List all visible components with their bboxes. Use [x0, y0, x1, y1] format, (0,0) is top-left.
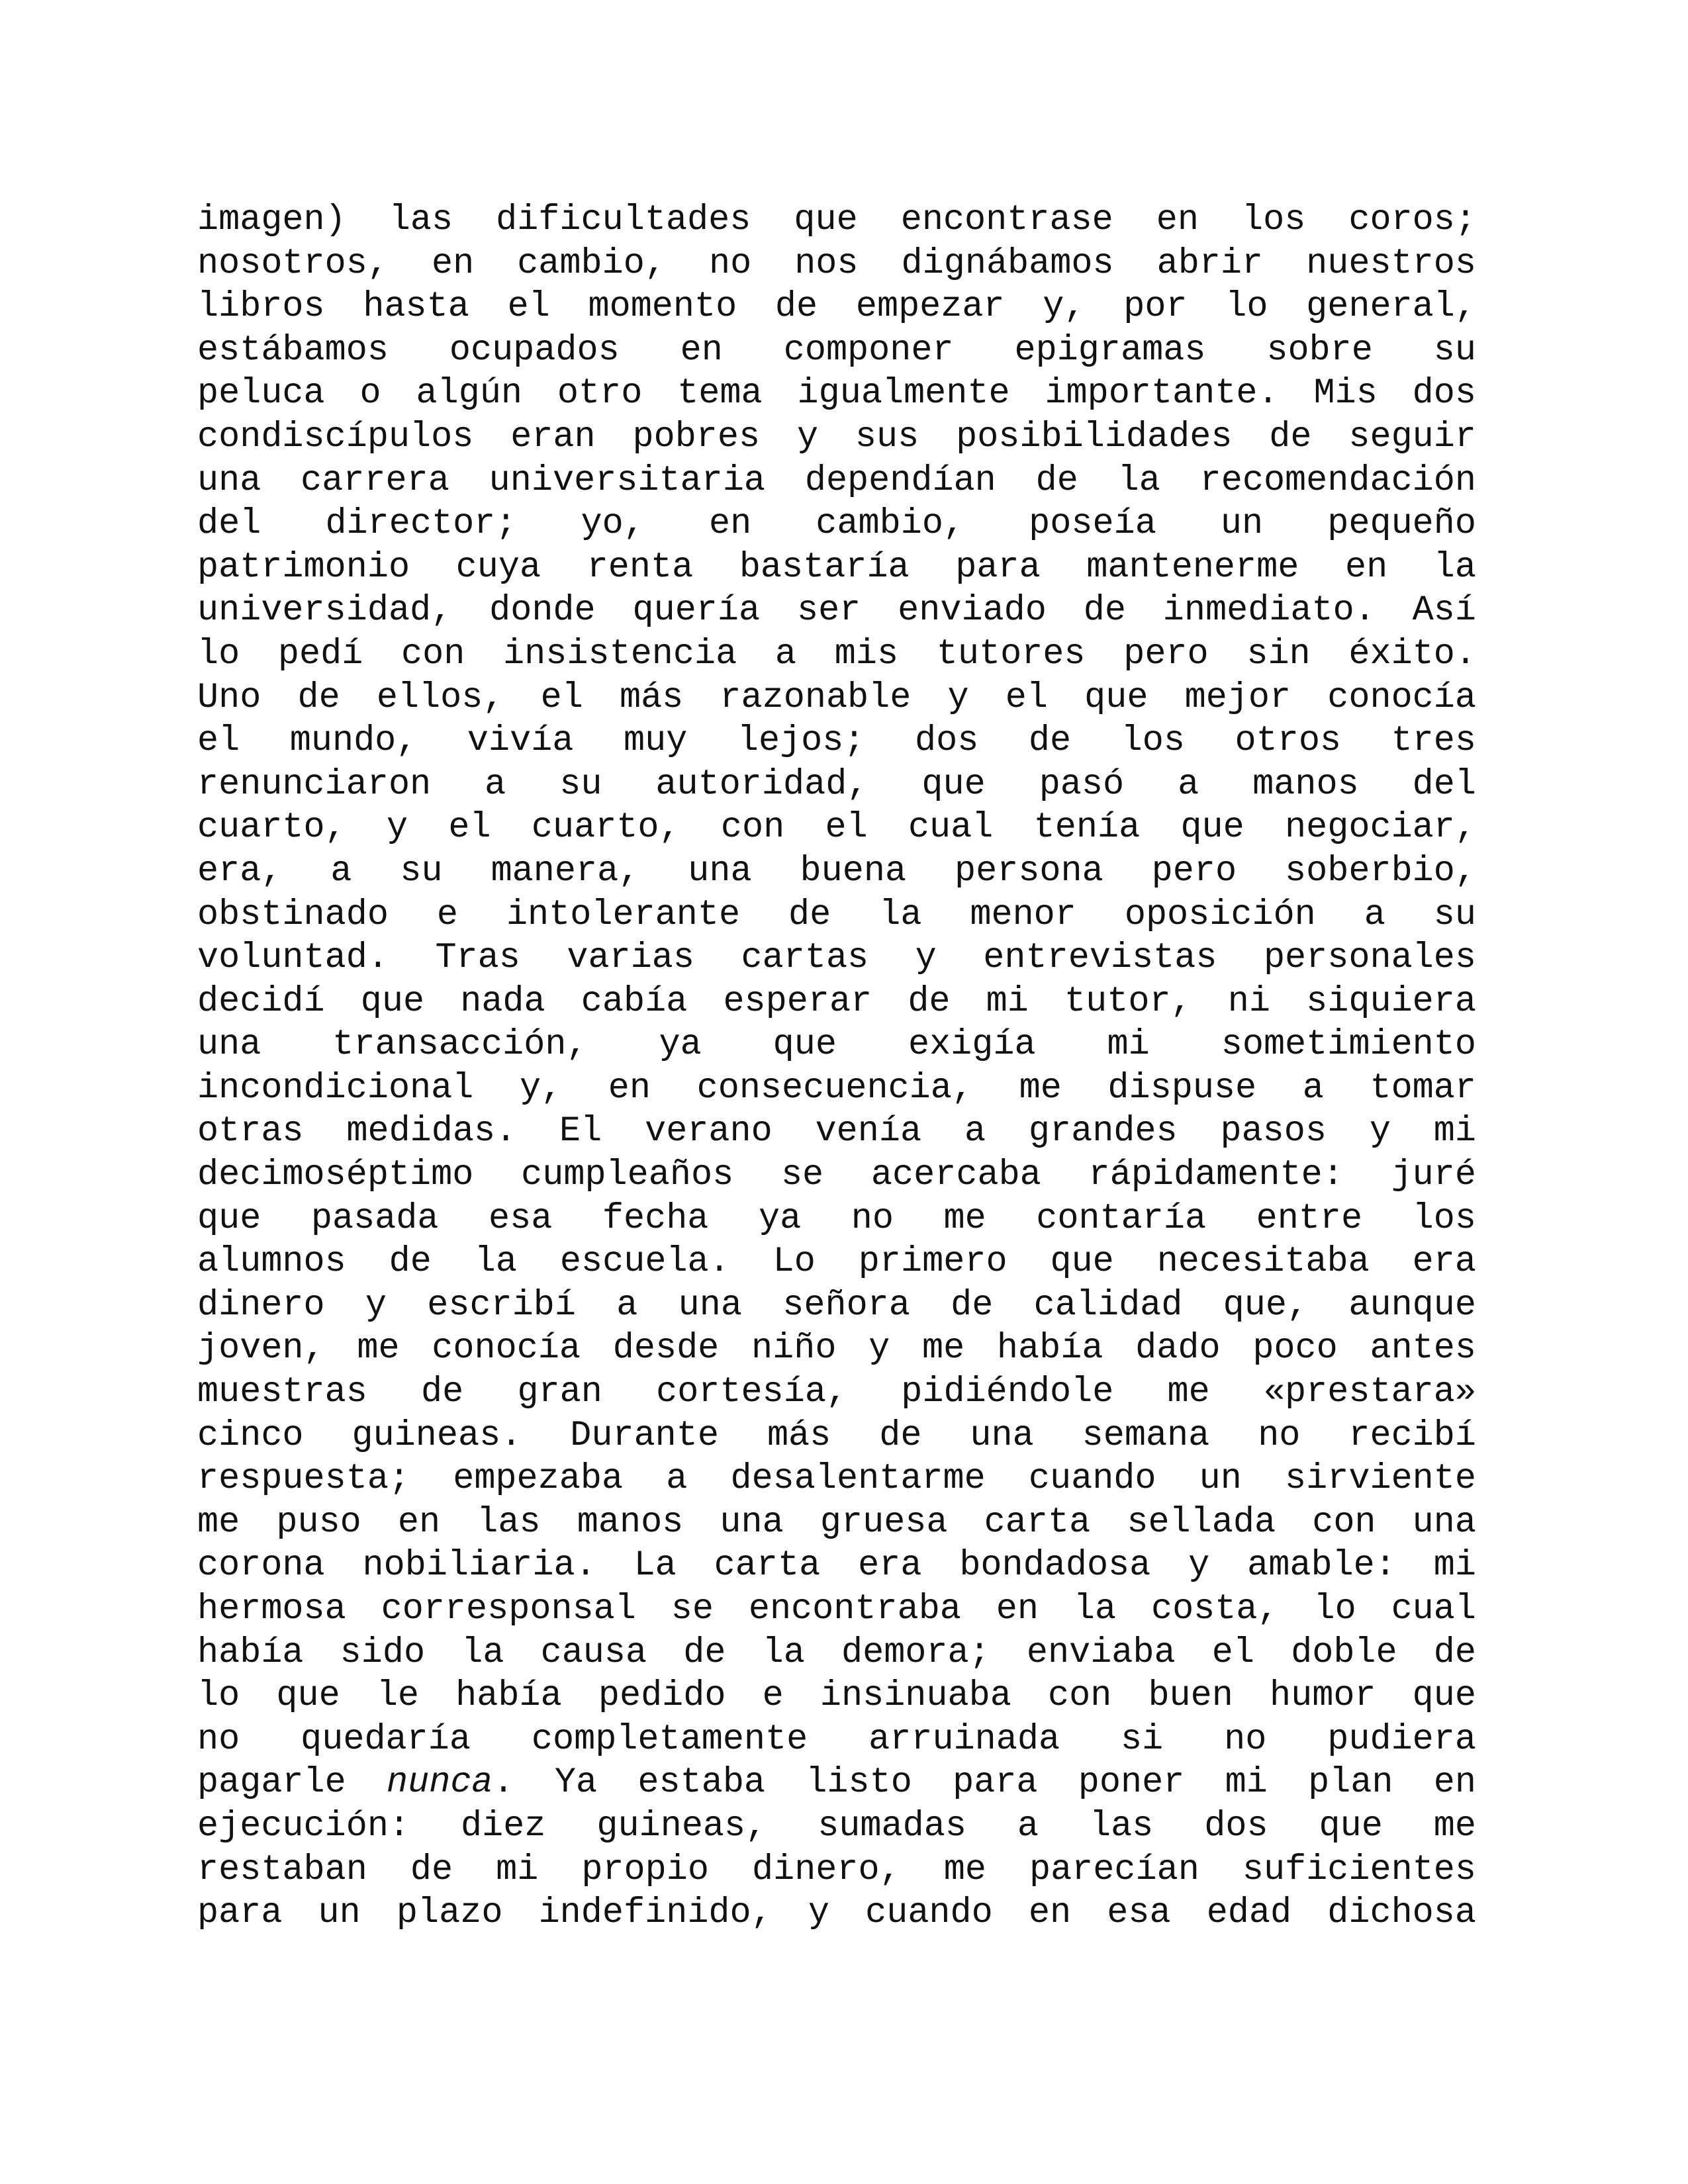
- text-line: incondicional y, en consecuencia, me dispuse a tomar: [197, 1068, 1476, 1109]
- text-line: estábamos ocupados en componer epigramas sobre su: [197, 330, 1476, 371]
- italic-word: nunca: [387, 1762, 493, 1803]
- text-line: muestras de gran cortesía, pidiéndole me «prestara»: [197, 1372, 1476, 1413]
- text-line: una carrera universitaria dependían de la recomendación: [197, 460, 1476, 501]
- text-line: decimoséptimo cumpleaños se acercaba rápidamente: juré: [197, 1155, 1476, 1196]
- text-line: libros hasta el momento de empezar y, por lo general,: [197, 287, 1476, 328]
- text-segment: pagarle: [197, 1762, 387, 1803]
- text-line: lo pedí con insistencia a mis tutores pero sin éxito.: [197, 633, 1476, 674]
- text-line: ejecución: diez guineas, sumadas a las dos que me: [197, 1805, 1476, 1846]
- text-line: voluntad. Tras varias cartas y entrevistas personales: [197, 938, 1476, 979]
- text-line: lo que le había pedido e insinuaba con buen humor que: [197, 1676, 1476, 1717]
- text-line: hermosa corresponsal se encontraba en la costa, lo cual: [197, 1589, 1476, 1629]
- text-line: para un plazo indefinido, y cuando en esa edad dichosa: [197, 1893, 1476, 1934]
- text-line: era, a su manera, una buena persona pero soberbio,: [197, 850, 1476, 891]
- text-line: joven, me conocía desde niño y me había dado poco antes: [197, 1328, 1476, 1369]
- text-segment: . Ya estaba listo para poner mi plan en: [492, 1762, 1476, 1803]
- text-line: renunciaron a su autoridad, que pasó a manos del: [197, 764, 1476, 805]
- text-line: corona nobiliaria. La carta era bondadosa y amable: mi: [197, 1545, 1476, 1586]
- body-text: [197, 199, 1476, 1935]
- text-line: me puso en las manos una gruesa carta sellada con una: [197, 1502, 1476, 1543]
- text-line: alumnos de la escuela. Lo primero que necesitaba era: [197, 1242, 1476, 1283]
- text-line: había sido la causa de la demora; enviaba el doble de: [197, 1632, 1476, 1673]
- text-line: universidad, donde quería ser enviado de inmediato. Así: [197, 590, 1476, 631]
- text-line-with-italic: [197, 1761, 1476, 1805]
- text-line: respuesta; empezaba a desalentarme cuando un sirviente: [197, 1459, 1476, 1500]
- text-line: restaban de mi propio dinero, me parecían suficientes: [197, 1849, 1476, 1890]
- text-line: del director; yo, en cambio, poseía un pequeño: [197, 504, 1476, 545]
- text-line: imagen) las dificultades que encontrase en los coros;: [197, 200, 1476, 240]
- text-line: no quedaría completamente arruinada si no pudiera: [197, 1719, 1476, 1760]
- text-line: obstinado e intolerante de la menor oposición a su: [197, 894, 1476, 935]
- text-line: nosotros, en cambio, no nos dignábamos abrir nuestros: [197, 243, 1476, 284]
- text-line: una transacción, ya que exigía mi sometimiento: [197, 1024, 1476, 1066]
- text-line: otras medidas. El verano venía a grandes pasos y mi: [197, 1111, 1476, 1152]
- text-line: peluca o algún otro tema igualmente importante. Mis dos: [197, 373, 1476, 414]
- text-line: el mundo, vivía muy lejos; dos de los otros tres: [197, 721, 1476, 762]
- text-line: decidí que nada cabía esperar de mi tutor, ni siquiera: [197, 981, 1476, 1022]
- text-line: cinco guineas. Durante más de una semana no recibí: [197, 1415, 1476, 1456]
- text-line: patrimonio cuya renta bastaría para mantenerme en la: [197, 547, 1476, 588]
- text-line: que pasada esa fecha ya no me contaría entre los: [197, 1198, 1476, 1239]
- text-line: Uno de ellos, el más razonable y el que mejor conocía: [197, 677, 1476, 718]
- text-line: dinero y escribí a una señora de calidad que, aunque: [197, 1285, 1476, 1326]
- text-line: cuarto, y el cuarto, con el cual tenía que negociar,: [197, 807, 1476, 848]
- text-line: condiscípulos eran pobres y sus posibilidades de seguir: [197, 416, 1476, 457]
